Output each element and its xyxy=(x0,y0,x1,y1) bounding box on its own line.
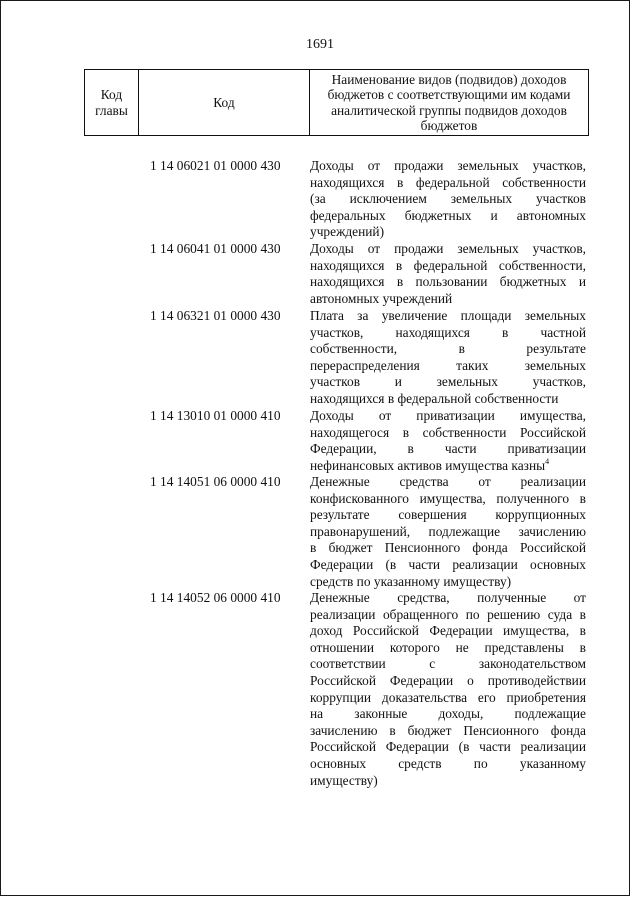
description-line: правонарушений, подлежащие зачислению xyxy=(310,523,586,539)
description-line: основных средств по указанному xyxy=(310,755,586,771)
income-description xyxy=(310,308,586,408)
description-line: Доходы от приватизации имущества, xyxy=(310,408,586,423)
description-line: находящихся в федеральной собственности, xyxy=(310,257,586,273)
income-code: 1 14 14052 06 0000 410 xyxy=(150,590,281,605)
income-description xyxy=(310,158,586,241)
description-line: (за исключением земельных участков xyxy=(310,191,586,207)
description-line: находящегося в собственности Российской xyxy=(310,424,586,440)
description-line: зачислению в бюджет Пенсионного фонда xyxy=(310,722,586,738)
description-line: доход Российской Федерации имущества, в xyxy=(310,623,586,639)
page-number: 1691 xyxy=(306,37,334,52)
description-line: Доходы от продажи земельных участков, xyxy=(310,158,586,173)
description-line: реализации обращенного по решению суда в xyxy=(310,606,586,622)
description-line: Федерации, в части приватизации xyxy=(310,441,586,457)
income-code: 1 14 06021 01 0000 430 xyxy=(150,158,281,173)
header-chapter-code: Код главы xyxy=(85,70,139,135)
description-line: Денежные средства от реализации xyxy=(310,474,586,489)
description-line: отношении которого не представлены в xyxy=(310,639,586,655)
description-line: участков, находящихся в частной xyxy=(310,324,586,340)
description-line: результате совершения коррупционных xyxy=(310,507,586,523)
description-line: собственности, в результате xyxy=(310,341,586,357)
table-header xyxy=(84,69,589,136)
description-line: автономных учреждений xyxy=(310,290,453,306)
income-description xyxy=(310,241,586,307)
description-line: находящихся в федеральной собственности xyxy=(310,390,559,406)
income-code: 1 14 13010 01 0000 410 xyxy=(150,408,281,423)
description-line: Российской Федерации о противодействии xyxy=(310,672,586,688)
header-code: Код xyxy=(139,70,310,135)
description-line: Федерации (в части реализации основных xyxy=(310,556,586,572)
description-line: Плата за увеличение площади земельных xyxy=(310,308,586,323)
description-line: находящихся в федеральной собственности xyxy=(310,174,586,190)
footnote-marker: 4 xyxy=(545,456,550,466)
description-line: имуществу) xyxy=(310,772,378,788)
description-line: перераспределения таких земельных xyxy=(310,357,586,373)
description-line: федеральных бюджетных и автономных xyxy=(310,207,586,223)
description-line: участков и земельных участков, xyxy=(310,374,586,390)
description-line: коррупции доказательства его приобретения xyxy=(310,689,586,705)
description-line: Российской Федерации (в части реализации xyxy=(310,739,586,755)
income-description xyxy=(310,474,586,590)
description-line: Доходы от продажи земельных участков, xyxy=(310,241,586,256)
description-line: находящихся в пользовании бюджетных и xyxy=(310,274,586,290)
income-code: 1 14 14051 06 0000 410 xyxy=(150,474,281,489)
income-description xyxy=(310,590,586,789)
description-line-text: нефинансовых активов имущества казны xyxy=(310,457,546,473)
header-name: Наименование видов (подвидов) доходов бюджетов с соответствующими им кодами аналитической группы подвидов доходов бюджетов xyxy=(327,71,571,133)
description-line: конфискованного имущества, полученного в xyxy=(310,490,586,506)
description-line: учреждений) xyxy=(310,224,385,240)
income-description xyxy=(310,408,586,474)
description-line-with-footnote xyxy=(310,458,586,475)
description-line: средств по указанному имуществу) xyxy=(310,573,512,589)
income-code: 1 14 06041 01 0000 430 xyxy=(150,241,281,256)
income-code: 1 14 06321 01 0000 430 xyxy=(150,308,281,323)
description-line: в бюджет Пенсионного фонда Российской xyxy=(310,540,586,556)
description-line: Денежные средства, полученные от xyxy=(310,590,586,605)
description-line: на законные доходы, подлежащие xyxy=(310,706,586,722)
description-line: соответствии с законодательством xyxy=(310,656,586,672)
